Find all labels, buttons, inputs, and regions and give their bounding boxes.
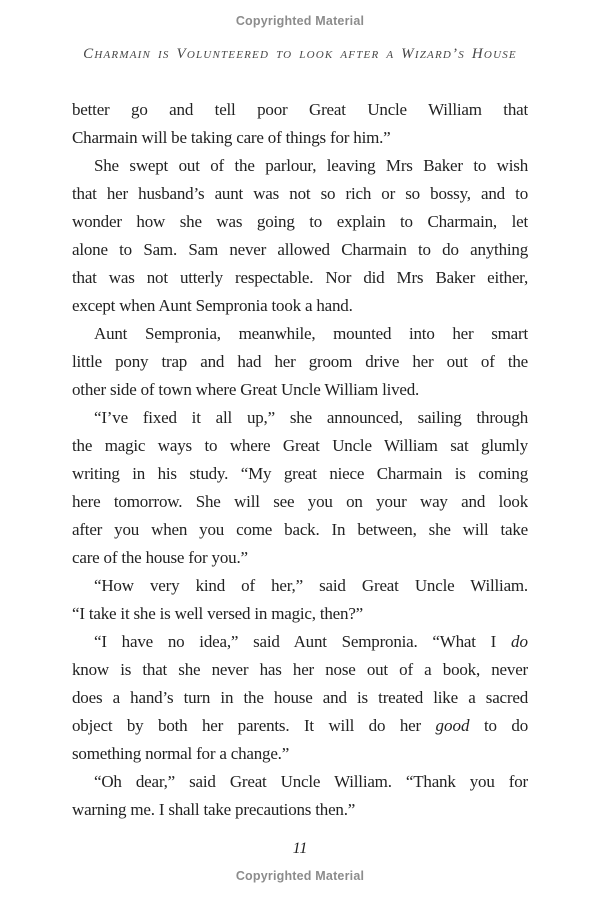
text-line: alone to Sam. Sam never allowed Charmain to do anything <box>72 240 528 259</box>
text-line: Aunt Sempronia, meanwhile, mounted into her smart <box>94 324 528 343</box>
text-line: “I’ve fixed it all up,” she announced, sailing through <box>94 408 528 427</box>
text-line: that her husband’s aunt was not so rich or so bossy, and to <box>72 184 528 203</box>
text-line: wonder how she was going to explain to Charmain, let <box>72 212 528 231</box>
body-text <box>72 96 528 824</box>
text-line: does a hand’s turn in the house and is treated like a sacred <box>72 688 528 707</box>
text-line: little pony trap and had her groom drive her out of the <box>72 352 528 371</box>
text-line: the magic ways to where Great Uncle William sat glumly <box>72 436 528 455</box>
bottom-copyright-notice: Copyrighted Material <box>235 869 365 883</box>
text-line: Charmain will be taking care of things for him.” <box>72 128 391 147</box>
text-line: something normal for a change.” <box>72 744 290 763</box>
text-line: “How very kind of her,” said Great Uncle William. <box>94 576 528 595</box>
text-line: object by both her parents. It will do her good to do <box>72 716 528 735</box>
text-line: here tomorrow. She will see you on your way and look <box>72 492 528 511</box>
text-line: except when Aunt Sempronia took a hand. <box>72 296 353 315</box>
text-line: “Oh dear,” said Great Uncle William. “Thank you for <box>94 772 528 791</box>
text-line: after you when you come back. In between, she will take <box>72 520 528 539</box>
text-line: warning me. I shall take precautions then.” <box>72 800 356 819</box>
text-line: writing in his study. “My great niece Charmain is coming <box>72 464 528 483</box>
top-copyright-notice: Copyrighted Material <box>235 14 365 28</box>
text-line: “I have no idea,” said Aunt Sempronia. “What I do <box>94 632 528 651</box>
chapter-running-head: Charmain is Volunteered to look after a Wizard’s House <box>83 46 517 62</box>
text-line: “I take it she is well versed in magic, then?” <box>72 604 364 623</box>
text-line: She swept out of the parlour, leaving Mrs Baker to wish <box>94 156 528 175</box>
text-line: that was not utterly respectable. Nor did Mrs Baker either, <box>72 268 528 287</box>
text-line: other side of town where Great Uncle William lived. <box>72 380 420 399</box>
text-line: care of the house for you.” <box>72 548 248 567</box>
text-line: better go and tell poor Great Uncle William that <box>72 100 528 119</box>
page-number: 11 <box>292 840 308 857</box>
text-line: know is that she never has her nose out of a book, never <box>72 660 528 679</box>
